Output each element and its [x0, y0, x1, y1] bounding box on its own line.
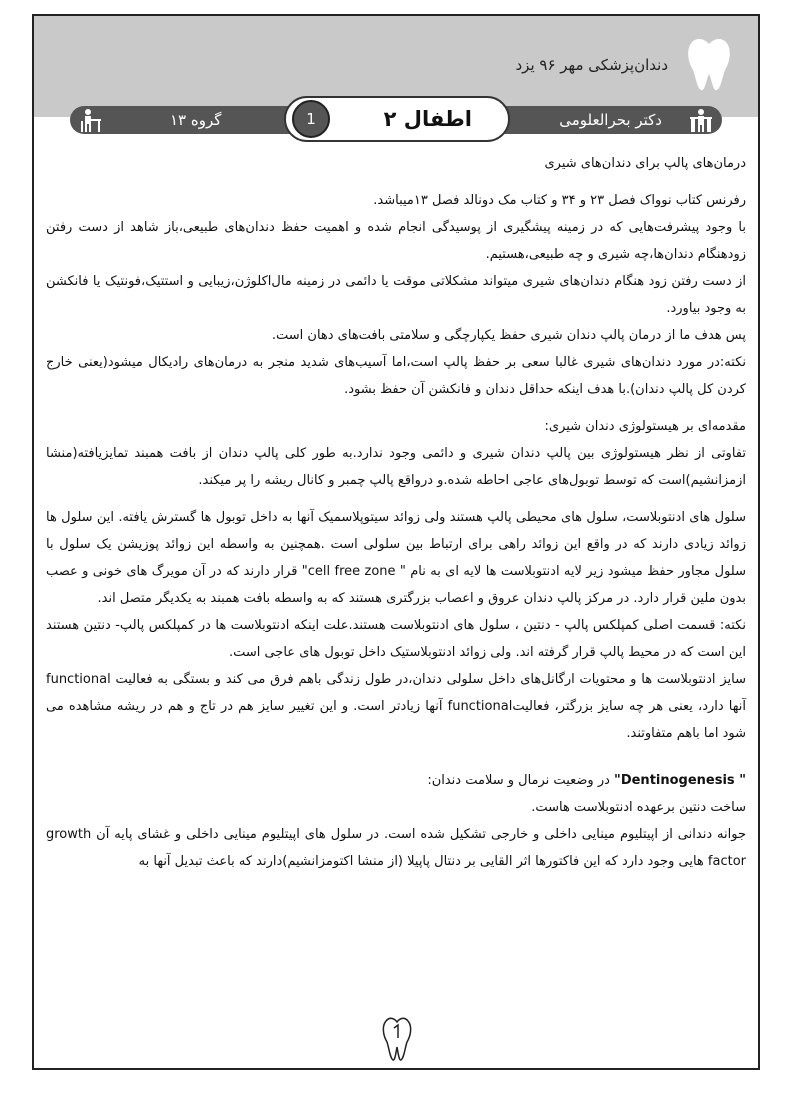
teacher-name: دکتر بحرالعلومی: [559, 111, 662, 129]
teacher-person-icon: [688, 108, 714, 132]
section-heading: درمان‌های پالپ برای دندان‌های شیری: [544, 156, 746, 171]
page-number-badge: 1: [292, 100, 330, 138]
student-desk-icon: [78, 108, 104, 132]
document-body: [46, 150, 746, 875]
note-paragraph: نکته: قسمت اصلی کمپلکس پالپ - دنتین ، سلول های ادنتوبلاست هستند.علت اینکه ادنتوبلاست ها در کمپلکس پالپ- دنتین هستند این است که در محیط پالپ قرار گرفته اند. ولی زوائد ادنتوبلاستیک داخل توبول های عاجی است.: [46, 618, 746, 660]
paragraph: جوانه دندانی از اپیتلیوم مینایی داخلی و خارجی تشکیل شده است. در سلول های اپیتلیوم مینایی داخلی و غشای پایه آن growth factor هایی وجود دارد که این فاکتورها اثر القایی بر دنتال پاپیلا (از منشا اکتومزانشیم)دارند که باعث تبدیل آنها به: [46, 827, 746, 869]
subheading: مقدمه‌ای بر هیستولوژی دندان شیری:: [544, 419, 746, 434]
paragraph: ساخت دنتین برعهده ادنتوبلاست هاست.: [531, 800, 746, 815]
note-paragraph: نکته:در مورد دندان‌های شیری غالبا سعی بر حفظ پالپ است،اما آسیب‌های شدید منجر به درمان‌های رادیکال میشود(یعنی خارج کردن کل پالپ دندان).با هدف اینکه حداقل دندان و فانکشن آن حفظ بشود.: [46, 355, 746, 397]
paragraph: تفاوتی از نظر هیستولوژی بین پالپ دندان شیری و دائمی وجود ندارد.به طور کلی پالپ دندان از بافت همبند تمایزیافته(منشا ازمزانشیم)است که توسط توبول‌های عاجی احاطه شده.و درواقع پالپ چمبر و کانال ریشه را پر میکند.: [46, 446, 746, 488]
course-title: اطفال ۲: [383, 107, 472, 131]
dentinogenesis-heading: [46, 767, 746, 794]
paragraph: سایز ادنتوبلاست ها و محتویات ارگانل‌های داخل سلولی دندان،در طول زندگی باهم فرق می کند و بستگی به فعالیت functional آنها دارد، یعنی هر چه سایز بزرگتر، فعالیتfunctional آنها زیادتر است. و این تغییر سایز هم در تاج و هم در ریشه مشاهده می شود اما باهم متفاوتند.: [46, 672, 746, 741]
course-title-pill: [284, 96, 510, 142]
page-frame: [32, 14, 760, 1070]
paragraph: از دست رفتن زود هنگام دندان‌های شیری میتواند مشکلاتی موقت یا دائمی در زمینه مال‌اکلوژن،زیبایی و استتیک،فونتیک یا فانکشن به وجود بیاورد.: [46, 274, 746, 316]
paragraph: پس هدف ما از درمان پالپ دندان شیری حفظ یکپارچگی و سلامتی بافت‌های دهان است.: [271, 328, 746, 343]
school-line: دندان‌پزشکی مهر ۹۶ یزد: [515, 56, 668, 74]
dentinogenesis-subtitle: در وضعیت نرمال و سلامت دندان:: [427, 773, 615, 788]
group-label: گروه ۱۳: [170, 111, 222, 129]
paragraph: سلول های ادنتوبلاست، سلول های محیطی پالپ هستند ولی زوائد سیتوپلاسمیک آنها به داخل توبول ها گسترش یافته. این سلول ها زوائد زیادی دارند که در واقع این زوائد راهی برای ارتباط بین سلولی است .همچنین به واسطه این زوائد پوزیشن یک سلول با سلول مجاور حفظ میشود زیر لایه ادنتوبلاست ها لایه ای به نام " cell free zone" قرار دارند که در آن مویرگ های خونی و عصب بدون ملین قرار دارد. در مرکز پالپ دندان عروق و اعصاب بزرگتری هستند که به واسطه بافت همبند به یکدیگر متصل اند.: [46, 510, 746, 606]
dentinogenesis-term: " Dentinogenesis": [614, 773, 746, 788]
tooth-logo-icon: [684, 36, 734, 92]
reference-paragraph: رفرنس کتاب نوواک فصل ۲۳ و ۳۴ و کتاب مک دونالد فصل ۱۳میباشد.: [373, 193, 746, 208]
footer-tooth-icon: [380, 1016, 414, 1062]
paragraph: با وجود پیشرفت‌هایی که در زمینه پیشگیری از پوسیدگی انجام شده و اهمیت حفظ دندان‌های طبیعی،باز شاهد از دست رفتن زودهنگام دندان‌ها،چه شیری و چه طبیعی،هستیم.: [46, 220, 746, 262]
